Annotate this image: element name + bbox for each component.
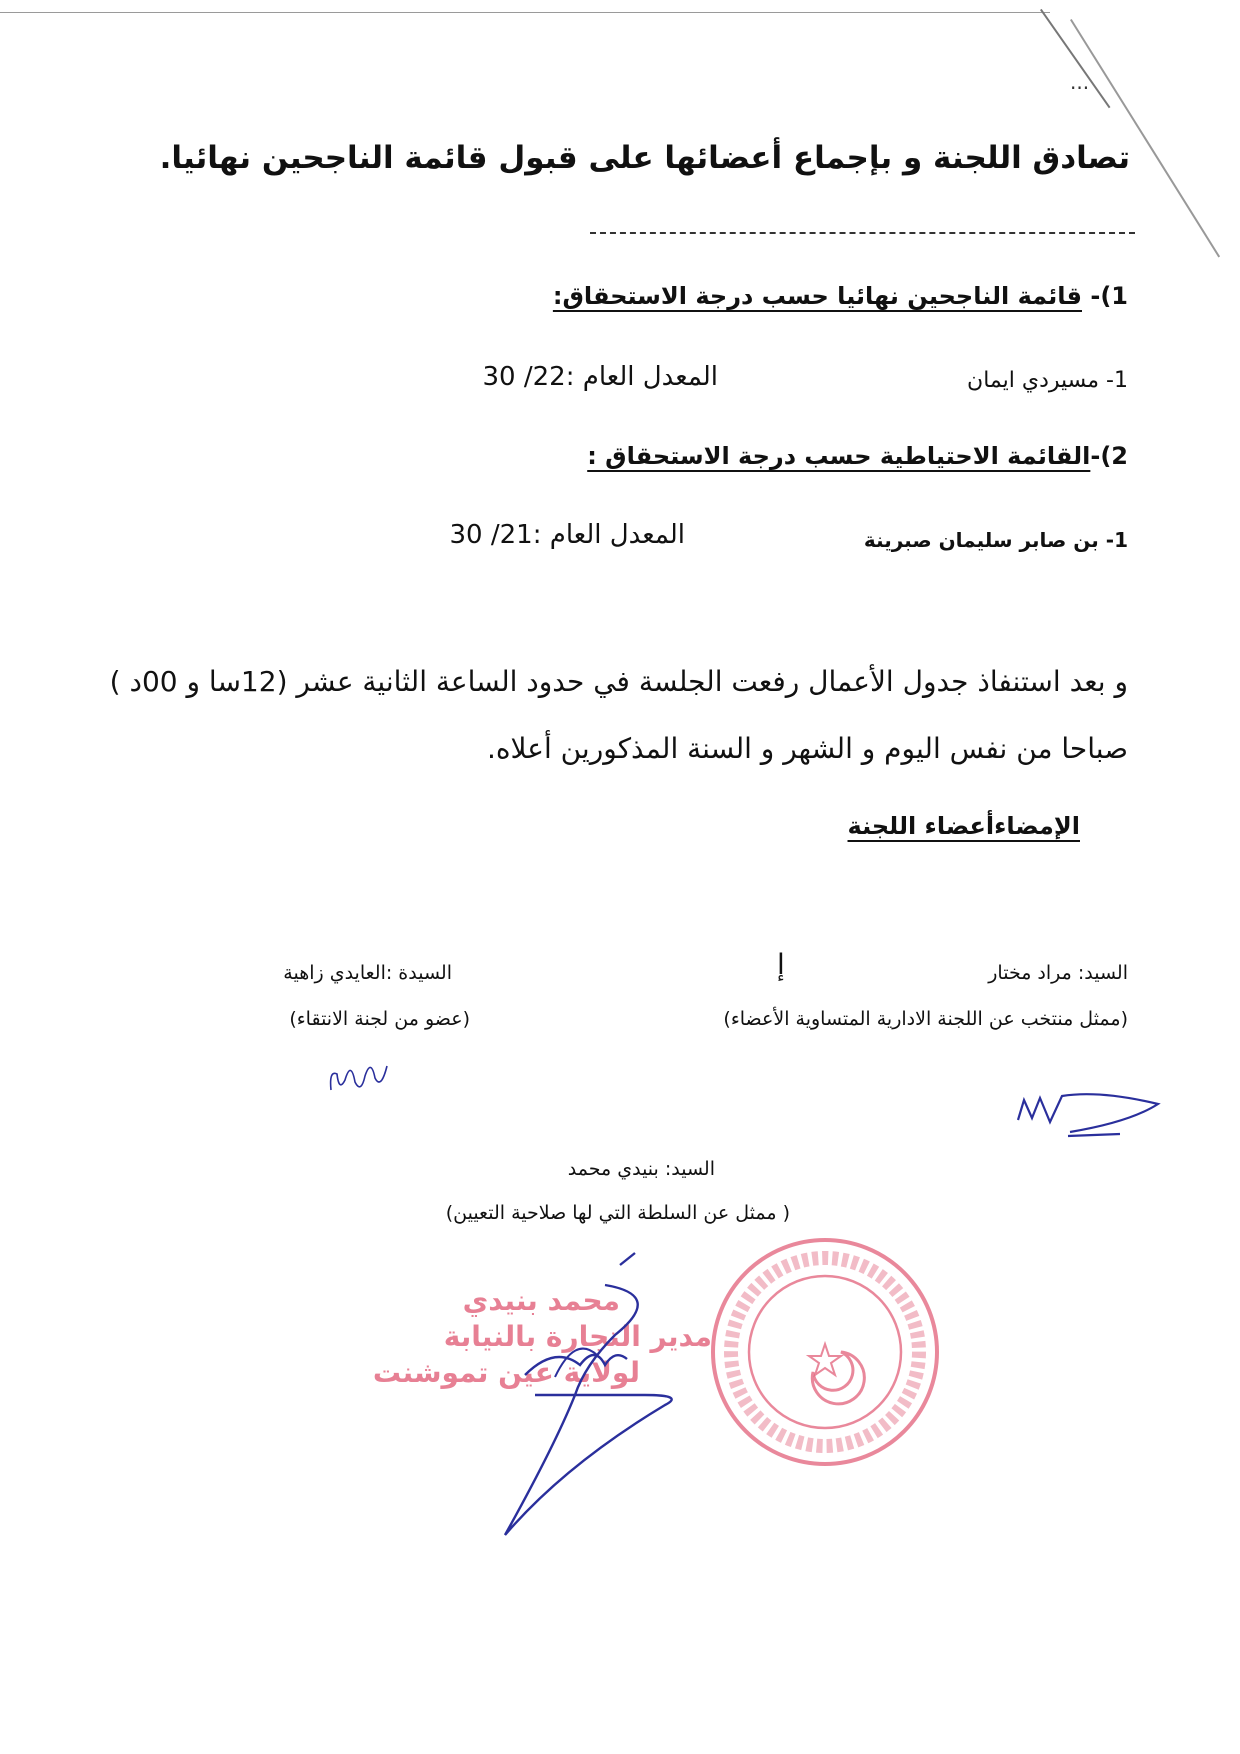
tick-mark: إ bbox=[777, 948, 785, 981]
winner-average: المعدل العام :22/ 30 bbox=[482, 362, 718, 392]
signature-member-2 bbox=[325, 1052, 395, 1102]
stamp-line-2: مدير التجارة بالنيابة bbox=[443, 1320, 712, 1353]
signature-stroke bbox=[1018, 1094, 1158, 1136]
member-3-name: السيد: بنيدي محمد bbox=[567, 1158, 715, 1180]
seal-inner-ring bbox=[749, 1276, 901, 1428]
member-3-role: ( ممثل عن السلطة التي لها صلاحية التعيين) bbox=[445, 1202, 790, 1224]
stamp-line-1: محمد بنيدي bbox=[462, 1284, 620, 1317]
member-2-name: السيدة :العايدي زاهية bbox=[283, 962, 452, 984]
seal-texture-ring bbox=[731, 1258, 919, 1446]
top-rule bbox=[0, 12, 1050, 13]
document-heading: تصادق اللجنة و بإجماع أعضائها على قبول قائمة الناجحين نهائيا. bbox=[159, 140, 1130, 176]
winner-name: 1- مسيردي ايمان bbox=[967, 368, 1128, 393]
section-1-title bbox=[553, 282, 1128, 310]
member-1-name: السيد: مراد مختار bbox=[988, 962, 1128, 984]
corner-mark: ... bbox=[1070, 70, 1090, 94]
signature-member-3 bbox=[495, 1245, 695, 1545]
section-2-title bbox=[587, 442, 1128, 470]
member-2-role: (عضو من لجنة الانتقاء) bbox=[289, 1008, 470, 1030]
official-seal-stamp bbox=[705, 1232, 945, 1472]
dashed-separator bbox=[590, 232, 1135, 234]
signatures-title: الإمضاءأعضاء اللجنة bbox=[847, 812, 1080, 840]
section-1-label: قائمة الناجحين نهائيا حسب درجة الاستحقاق: bbox=[552, 282, 1082, 310]
paper-fold-line bbox=[1070, 19, 1220, 258]
seal-outer-ring bbox=[713, 1240, 937, 1464]
stamp-line-3: لولاية عين تموشنت bbox=[372, 1356, 640, 1389]
section-2-label: القائمة الاحتياطية حسب درجة الاستحقاق : bbox=[587, 442, 1091, 470]
closing-paragraph-line-2: صباحا من نفس اليوم و الشهر و السنة المذكورين أعلاه. bbox=[486, 732, 1128, 765]
seal-star bbox=[809, 1344, 841, 1375]
reserve-name: 1- بن صابر سليمان صبرينة bbox=[863, 528, 1128, 552]
section-2-number: 2)- bbox=[1090, 442, 1128, 470]
member-1-role: (ممثل منتخب عن اللجنة الادارية المتساوية الأعضاء) bbox=[723, 1008, 1128, 1030]
reserve-average: المعدل العام :21/ 30 bbox=[449, 520, 685, 550]
signature-stroke bbox=[331, 1066, 387, 1090]
section-1-number: 1)- bbox=[1082, 282, 1128, 310]
signature-stroke bbox=[505, 1253, 672, 1535]
seal-emblem bbox=[812, 1352, 864, 1404]
signature-member-1 bbox=[1010, 1070, 1170, 1150]
closing-paragraph-line-1: و بعد استنفاذ جدول الأعمال رفعت الجلسة في حدود الساعة الثانية عشر (12سا و 00د ) bbox=[109, 665, 1128, 698]
